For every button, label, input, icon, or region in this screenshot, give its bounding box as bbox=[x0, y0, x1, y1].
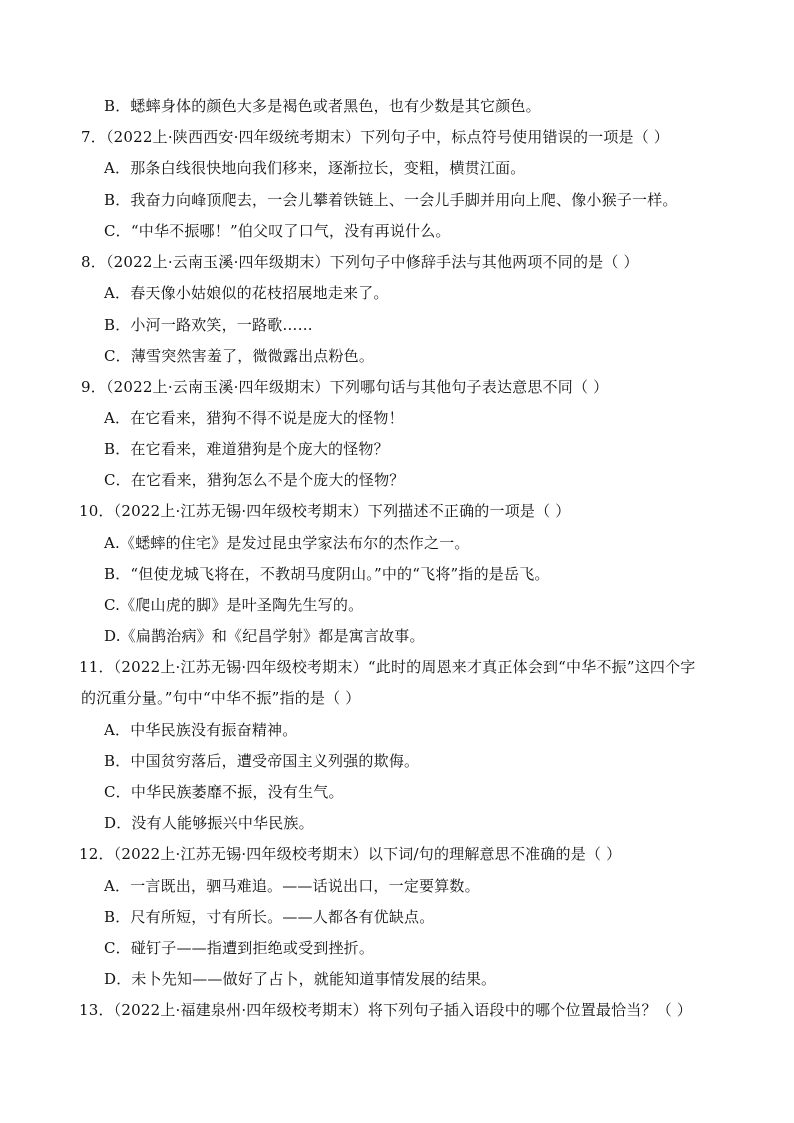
q10-option-a: A.《蟋蟀的住宅》是发过昆虫学家法布尔的杰作之一。 bbox=[104, 534, 470, 552]
question-11: 11．（2022上·江苏无锡·四年级校考期末）“此时的周恩来才真正体会到“中华不振”这四个字 bbox=[79, 658, 696, 676]
q8-option-c: C．薄雪突然害羞了，微微露出点粉色。 bbox=[104, 347, 375, 365]
q8-option-b: B．小河一路欢笑，一路歌…… bbox=[104, 316, 313, 334]
q9-option-a: A．在它看来，猎狗不得不说是庞大的怪物！ bbox=[104, 409, 404, 427]
q9-option-c: C．在它看来，猎狗怎么不是个庞大的怪物？ bbox=[104, 471, 405, 489]
question-9: 9．（2022上·云南玉溪·四年级期末）下列哪句话与其他句子表达意思不同（ ） bbox=[81, 378, 609, 396]
q11-option-a: A．中华民族没有振奋精神。 bbox=[104, 721, 298, 739]
q10-option-c: C.《爬山虎的脚》是叶圣陶先生写的。 bbox=[104, 596, 364, 614]
q6-option-b: B．蟋蟀身体的颜色大多是褐色或者黑色，也有少数是其它颜色。 bbox=[104, 97, 541, 115]
q10-option-b: B．“但使龙城飞将在，不教胡马度阴山。”中的“飞将”指的是岳飞。 bbox=[104, 565, 550, 583]
q11-option-b: B．中国贫穷落后，遭受帝国主义列强的欺侮。 bbox=[104, 752, 420, 770]
question-7: 7．（2022上·陕西西安·四年级统考期末）下列句子中，标点符号使用错误的一项是（ ） bbox=[81, 128, 670, 146]
q12-option-a: A．一言既出，驷马难追。——话说出口，一定要算数。 bbox=[104, 877, 480, 895]
q10-option-d: D.《扁鹊治病》和《纪昌学射》都是寓言故事。 bbox=[104, 627, 425, 645]
question-8: 8．（2022上·云南玉溪·四年级期末）下列句子中修辞手法与其他两项不同的是（ ） bbox=[81, 253, 639, 271]
q7-option-c: C．“中华不振哪！”伯父叹了口气，没有再说什么。 bbox=[104, 222, 451, 240]
q12-option-c: C．碰钉子——指遭到拒绝或受到挫折。 bbox=[104, 939, 375, 957]
question-11-continued: 的沉重分量。”句中“中华不振”指的是（ ） bbox=[81, 689, 361, 707]
q12-option-d: D．未卜先知——做好了占卜，就能知道事情发展的结果。 bbox=[104, 970, 497, 988]
question-12: 12．（2022上·江苏无锡·四年级校考期末）以下词/句的理解意思不准确的是（ ） bbox=[79, 845, 622, 863]
q7-option-a: A．那条白线很快地向我们移来，逐渐拉长，变粗，横贯江面。 bbox=[104, 159, 526, 177]
q7-option-b: B．我奋力向峰顶爬去，一会儿攀着铁链上、一会儿手脚并用向上爬、像小猴子一样。 bbox=[104, 191, 678, 209]
q8-option-a: A．春天像小姑娘似的花枝招展地走来了。 bbox=[104, 284, 389, 302]
question-10: 10．（2022上·江苏无锡·四年级校考期末）下列描述不正确的一项是（ ） bbox=[79, 502, 571, 520]
q9-option-b: B．在它看来，难道猎狗是个庞大的怪物？ bbox=[104, 440, 389, 458]
q11-option-c: C．中华民族萎靡不振，没有生气。 bbox=[104, 783, 344, 801]
q11-option-d: D．没有人能够振兴中华民族。 bbox=[104, 814, 314, 832]
question-13: 13．（2022上·福建泉州·四年级校考期末）将下列句子插入语段中的哪个位置最恰当？（ ） bbox=[79, 1001, 693, 1019]
q12-option-b: B．尺有所短，寸有所长。——人都各有优缺点。 bbox=[104, 908, 435, 926]
